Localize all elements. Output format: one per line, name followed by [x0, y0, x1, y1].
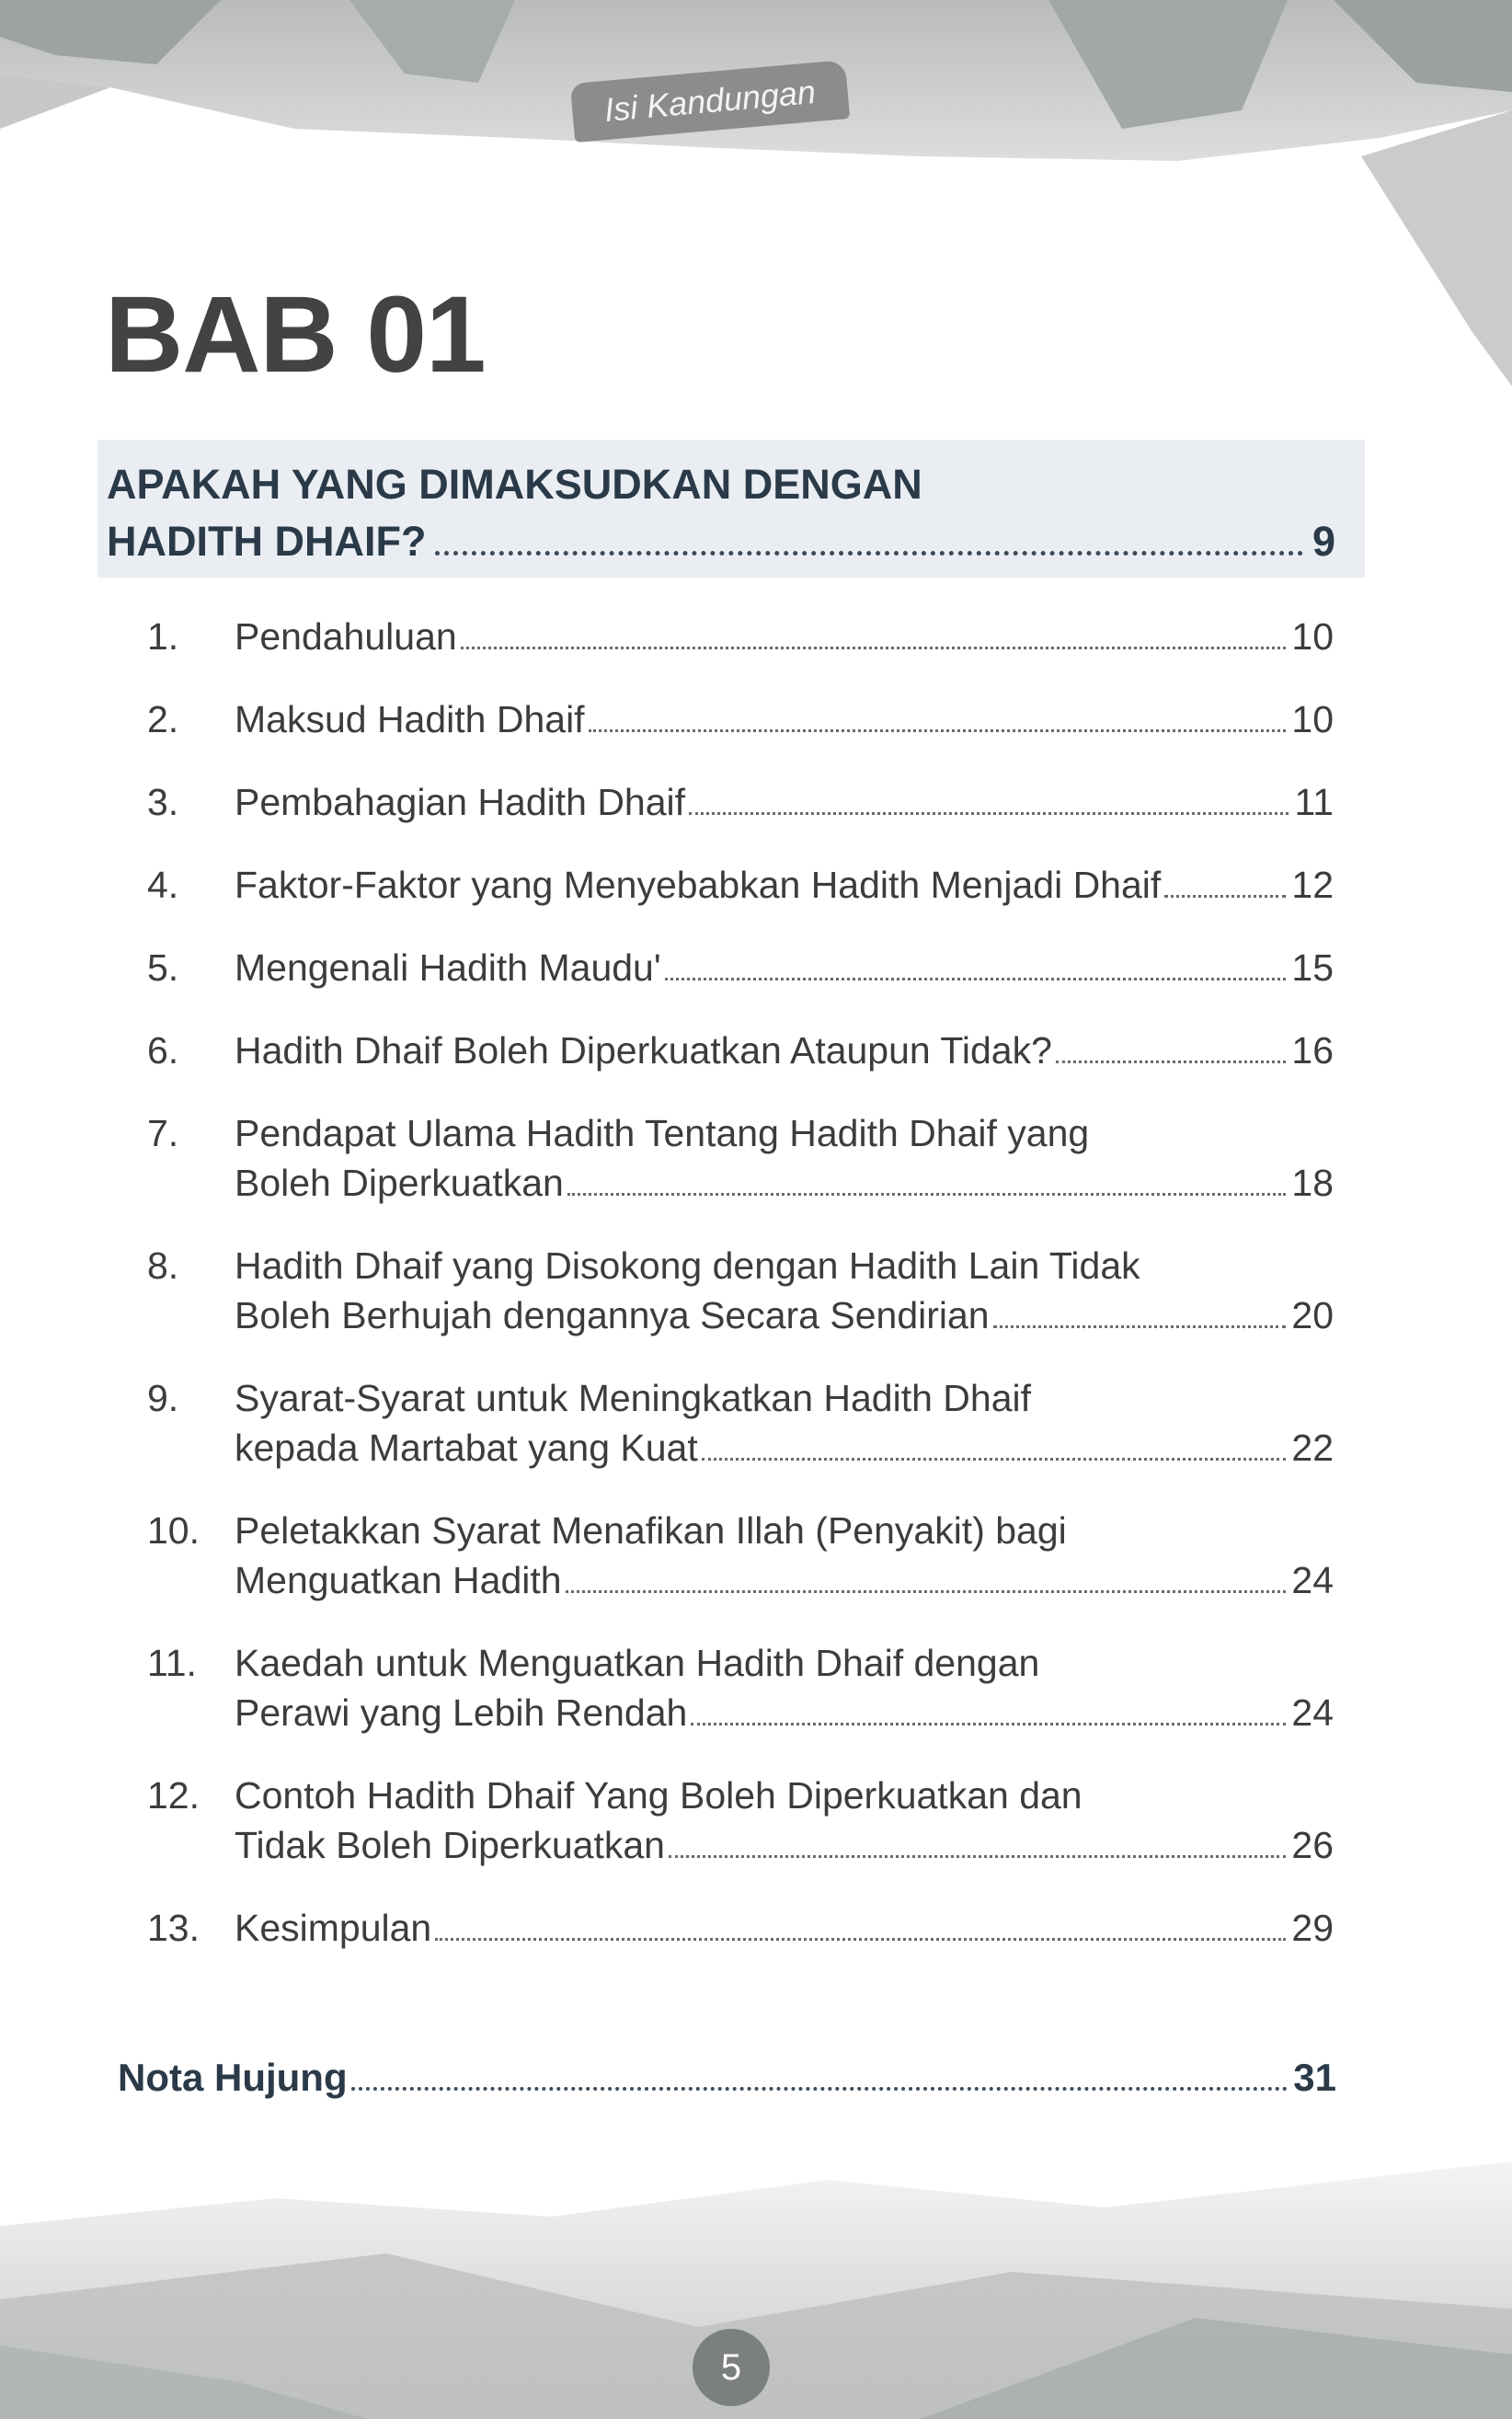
- chapter-heading[interactable]: [107, 456, 1335, 570]
- toc-entry[interactable]: [147, 1108, 1334, 1208]
- chapter-number: BAB 01: [105, 274, 486, 396]
- dot-leader: [435, 551, 1303, 556]
- toc-entry-title: Pendahuluan: [235, 615, 457, 658]
- toc-entry-title-line2: Tidak Boleh Diperkuatkan: [235, 1824, 665, 1866]
- toc-entry-title-line1: Pendapat Ulama Hadith Tentang Hadith Dhaif yang: [235, 1112, 1090, 1154]
- end-note-entry[interactable]: [118, 2056, 1336, 2100]
- toc-entry-title: Hadith Dhaif Boleh Diperkuatkan Ataupun Tidak?: [235, 1029, 1052, 1072]
- page-number-badge: 5: [693, 2329, 770, 2406]
- dot-leader: [993, 1325, 1287, 1328]
- toc-entry-title: Maksud Hadith Dhaif: [235, 698, 585, 740]
- toc-entry-number: 3.: [147, 781, 179, 823]
- toc-entry-page: 24: [1291, 1559, 1334, 1601]
- toc-entry-page: 15: [1291, 946, 1334, 989]
- dot-leader: [461, 647, 1287, 649]
- toc-entry[interactable]: [147, 1638, 1334, 1737]
- dot-leader: [1056, 1060, 1286, 1063]
- toc-entry-page: 18: [1291, 1162, 1334, 1204]
- toc-entry[interactable]: [147, 1771, 1334, 1870]
- toc-entry-title-line1: Syarat-Syarat untuk Meningkatkan Hadith Dhaif: [235, 1377, 1032, 1419]
- toc-entry-title-line1: Peletakkan Syarat Menafikan Illah (Penyakit) bagi: [235, 1509, 1067, 1552]
- toc-entry-title-line1: Contoh Hadith Dhaif Yang Boleh Diperkuatkan dan: [235, 1774, 1082, 1817]
- dot-leader: [1164, 895, 1286, 898]
- toc-entry[interactable]: [147, 777, 1334, 827]
- toc-entry[interactable]: [147, 1026, 1334, 1075]
- toc-entry[interactable]: [147, 860, 1334, 910]
- dot-leader: [589, 729, 1287, 732]
- toc-entry[interactable]: [147, 1903, 1334, 1953]
- toc-entry[interactable]: [147, 1241, 1334, 1340]
- dot-leader: [567, 1193, 1287, 1196]
- table-of-contents: [147, 612, 1334, 1953]
- toc-entry-page: 10: [1291, 698, 1334, 740]
- toc-entry-number: 6.: [147, 1029, 179, 1072]
- toc-entry-title-line1: Kaedah untuk Menguatkan Hadith Dhaif dengan: [235, 1642, 1040, 1684]
- dot-leader: [351, 2087, 1289, 2091]
- toc-entry-title: Mengenali Hadith Maudu': [235, 946, 661, 989]
- toc-entry-page: 12: [1291, 864, 1334, 906]
- toc-entry-page: 16: [1291, 1029, 1334, 1072]
- toc-entry[interactable]: [147, 1506, 1334, 1605]
- toc-entry-title-line2: Menguatkan Hadith: [235, 1559, 562, 1601]
- toc-entry[interactable]: [147, 1373, 1334, 1473]
- toc-entry-number: 2.: [147, 698, 179, 740]
- toc-entry[interactable]: [147, 694, 1334, 744]
- toc-entry-title-line2: Boleh Berhujah dengannya Secara Sendirian: [235, 1294, 990, 1336]
- toc-entry-title: Kesimpulan: [235, 1907, 432, 1949]
- toc-entry[interactable]: [147, 612, 1334, 661]
- toc-entry-page: 20: [1291, 1294, 1334, 1336]
- toc-entry-page: 29: [1291, 1907, 1334, 1949]
- dot-leader: [689, 812, 1289, 815]
- toc-entry-number: 9.: [147, 1377, 179, 1419]
- end-note-label: Nota Hujung: [118, 2056, 348, 2099]
- section-tag: Isi Kandungan: [570, 60, 850, 143]
- toc-entry-number: 12.: [147, 1774, 200, 1817]
- end-note-page: 31: [1293, 2056, 1336, 2099]
- toc-entry-number: 4.: [147, 864, 179, 906]
- toc-entry-number: 5.: [147, 946, 179, 989]
- toc-entry-title: Faktor-Faktor yang Menyebabkan Hadith Menjadi Dhaif: [235, 864, 1162, 906]
- toc-entry[interactable]: [147, 943, 1334, 992]
- toc-entry-title-line1: Hadith Dhaif yang Disokong dengan Hadith Lain Tidak: [235, 1244, 1140, 1287]
- toc-entry-number: 1.: [147, 615, 179, 658]
- toc-entry-number: 11.: [147, 1642, 197, 1684]
- toc-entry-page: 10: [1291, 615, 1334, 658]
- toc-entry-title-line2: Boleh Diperkuatkan: [235, 1162, 564, 1204]
- toc-entry-title-line2: kepada Martabat yang Kuat: [235, 1427, 698, 1469]
- dot-leader: [435, 1938, 1286, 1941]
- toc-entry-page: 11: [1294, 781, 1334, 823]
- toc-entry-number: 13.: [147, 1907, 200, 1949]
- toc-entry-number: 8.: [147, 1244, 179, 1287]
- dot-leader: [691, 1723, 1286, 1725]
- dot-leader: [669, 1855, 1286, 1858]
- chapter-title-line2: HADITH DHAIF?: [107, 518, 427, 565]
- dot-leader: [665, 978, 1287, 980]
- toc-entry-title-line2: Perawi yang Lebih Rendah: [235, 1691, 688, 1734]
- toc-entry-number: 7.: [147, 1112, 179, 1154]
- toc-entry-page: 22: [1291, 1427, 1334, 1469]
- dot-leader: [702, 1458, 1287, 1461]
- chapter-page: 9: [1312, 518, 1335, 565]
- toc-entry-page: 26: [1291, 1824, 1334, 1866]
- toc-entry-number: 10.: [147, 1509, 200, 1552]
- dot-leader: [566, 1590, 1287, 1593]
- toc-entry-title: Pembahagian Hadith Dhaif: [235, 781, 686, 823]
- toc-entry-page: 24: [1291, 1691, 1334, 1734]
- chapter-title-line1: APAKAH YANG DIMAKSUDKAN DENGAN: [107, 461, 922, 508]
